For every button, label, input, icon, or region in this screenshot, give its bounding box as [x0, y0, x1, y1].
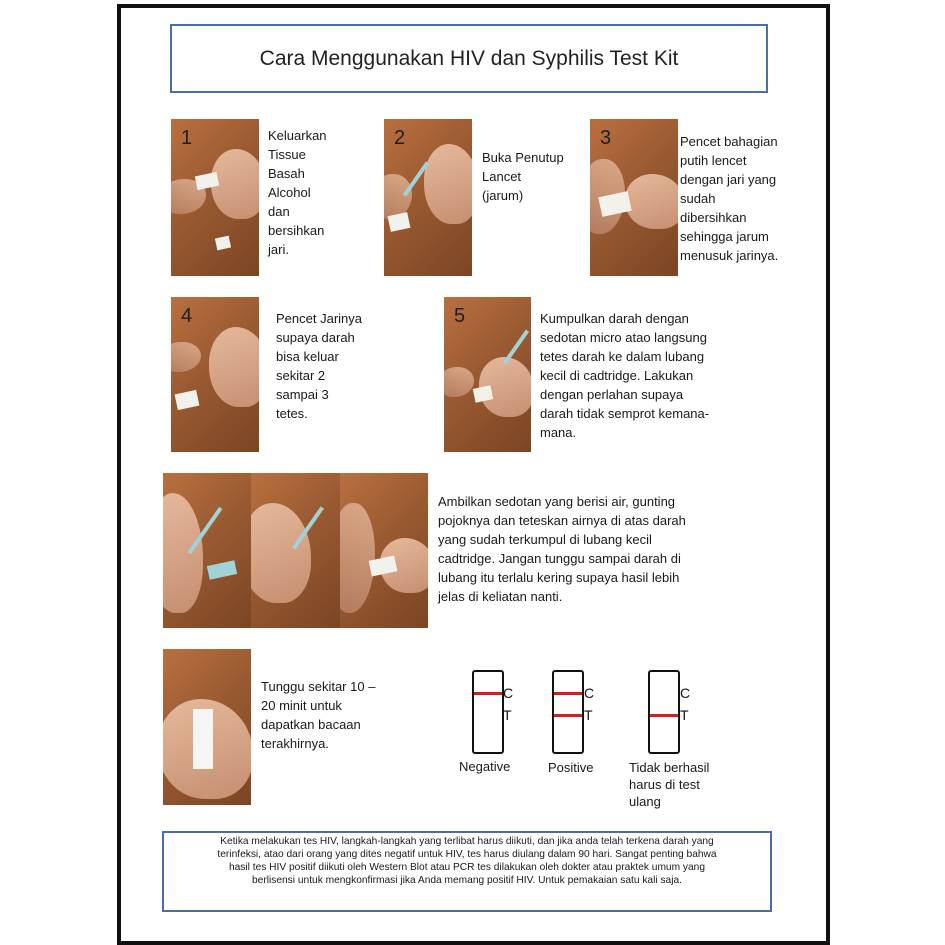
step-7-photo: [163, 649, 251, 805]
note-line: terinfeksi, atao dari orang yang dites negatif untuk HIV, tes harus diulang dalam 90 hari. Sangat penting bahwa: [217, 849, 717, 860]
step-1-number: 1: [181, 127, 193, 149]
positive-test-kit: [552, 670, 584, 754]
step-6-photo-b: [251, 473, 340, 628]
test-line: [650, 714, 678, 717]
step-2-photo: [384, 119, 472, 276]
note-line: Ketika melakukan tes HIV, langkah-langkah yang terlibat harus diikuti, dan jika anda telah terkena darah yang: [220, 836, 714, 847]
control-line: [474, 692, 502, 695]
positive-c-label: C: [584, 685, 595, 701]
negative-c-label: C: [503, 685, 514, 701]
test-line: [554, 714, 582, 717]
step-1-text: Keluarkan Tissue Basah Alcohol dan bersihkan jari.: [268, 128, 327, 257]
step-3-number: 3: [600, 127, 612, 149]
disclaimer-note: [162, 831, 772, 912]
invalid-c-label: C: [680, 685, 691, 701]
step-3-photo: [590, 119, 678, 276]
step-2-text: Buka Penutup Lancet (jarum): [482, 150, 564, 203]
step-7-text: Tunggu sekitar 10 – 20 minit untuk dapatkan bacaan terakhirnya.: [261, 679, 376, 751]
step-6-text: Ambilkan sedotan yang berisi air, gunting pojoknya dan teteskan airnya di atas darah yang sudah terkumpul di lubang kecil cadtridge. Jangan tunggu sampai darah di lubang itu terlalu kering supaya hasil lebih jelas di keliatan nanti.: [438, 494, 686, 604]
step-5-number: 5: [454, 305, 466, 327]
negative-t-label: T: [503, 707, 512, 723]
note-line: hasil tes HIV positif diikuti oleh Western Blot atau PCR tes dilakukan oleh dokter atau praktek umum yang: [228, 862, 706, 873]
step-3-text: Pencet bahagian putih lencet dengan jari yang sudah dibersihkan sehingga jarum menusuk jarinya.: [680, 134, 779, 263]
invalid-test-kit: [648, 670, 680, 754]
negative-test-kit: [472, 670, 504, 754]
step-4-number: 4: [181, 305, 193, 327]
negative-caption: Negative: [459, 759, 511, 774]
step-5-photo: [444, 297, 531, 452]
note-line: berlisensi untuk mengkonfirmasi jika Anda memang positif HIV. Untuk pemakaian satu kali saja.: [252, 875, 682, 886]
step-1-photo: [171, 119, 259, 276]
positive-caption: Positive: [548, 760, 594, 775]
step-6-photo-c: [340, 473, 428, 628]
step-5-text: Kumpulkan darah dengan sedotan micro atao langsung tetes darah ke dalam lubang kecil di cadtridge. Lakukan dengan perlahan supaya darah tidak semprot kemana- mana.: [540, 311, 710, 440]
control-line: [554, 692, 582, 695]
step-6-photo-a: [163, 473, 251, 628]
invalid-t-label: T: [680, 707, 689, 723]
invalid-caption: Tidak berhasil harus di test ulang: [629, 760, 710, 809]
page-title: Cara Menggunakan HIV dan Syphilis Test Kit: [170, 24, 768, 93]
step-4-photo: [171, 297, 259, 452]
step-4-text: Pencet Jarinya supaya darah bisa keluar sekitar 2 sampai 3 tetes.: [276, 311, 362, 421]
step-2-number: 2: [394, 127, 406, 149]
positive-t-label: T: [584, 707, 593, 723]
